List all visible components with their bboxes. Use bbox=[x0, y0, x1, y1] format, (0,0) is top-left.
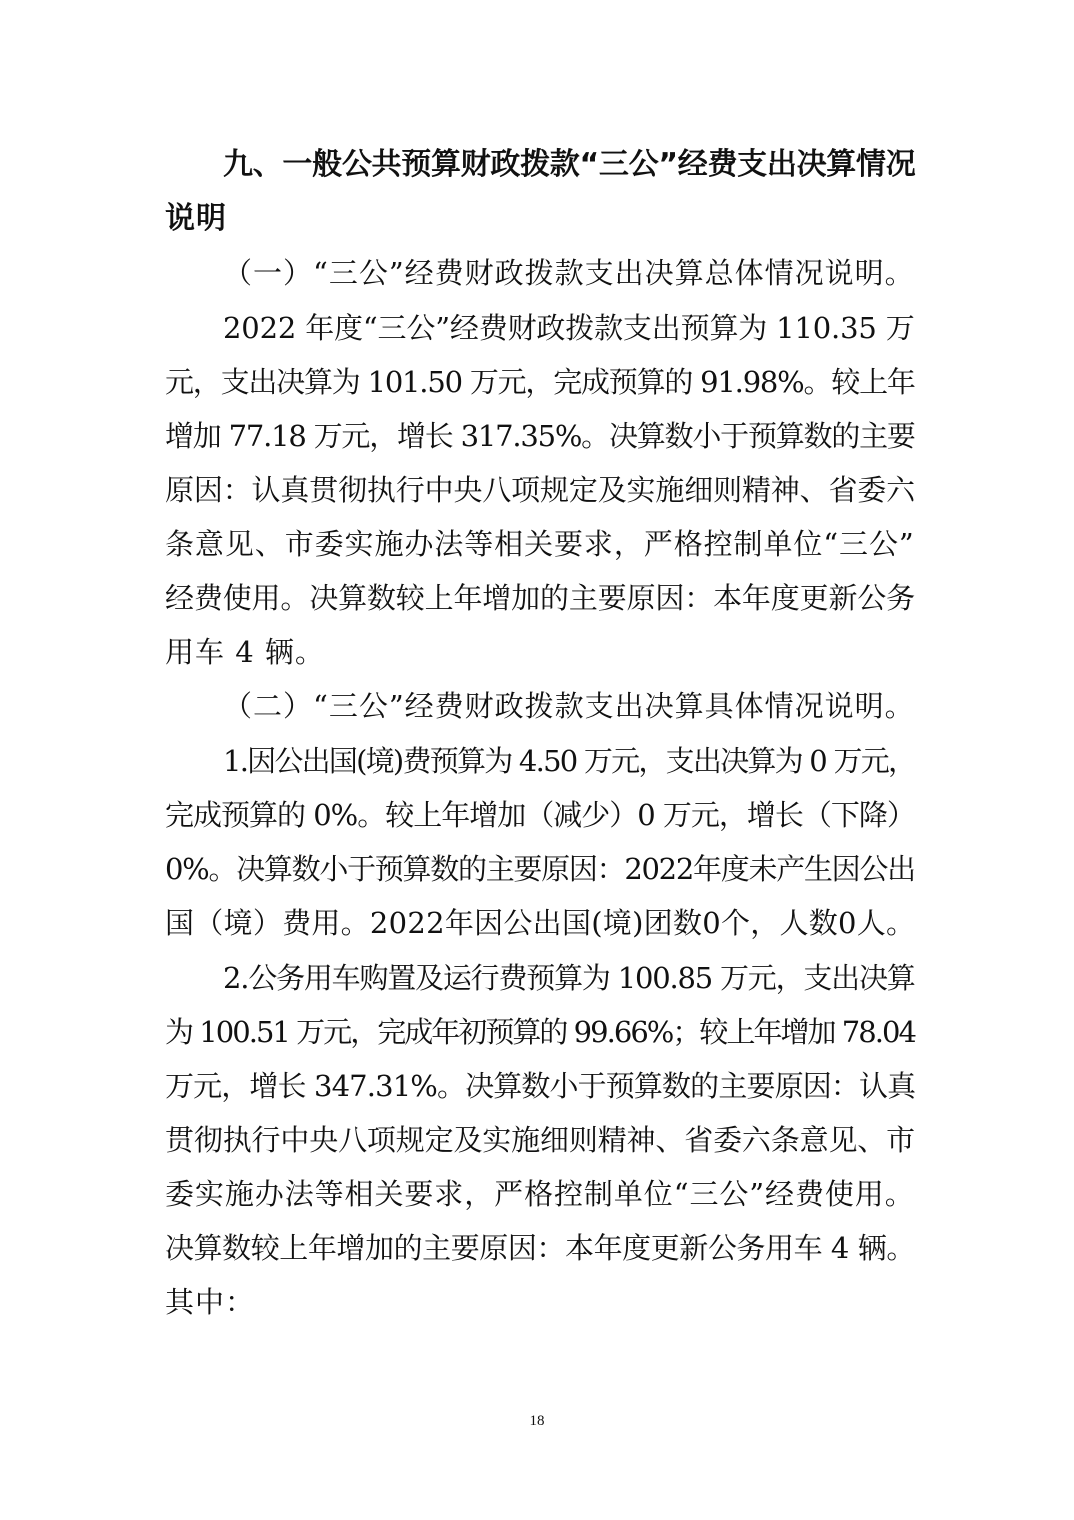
item1-line-4: 国（境）费用。2022年因公出国(境)团数0个，人数0人。 bbox=[165, 906, 916, 940]
item2-line-5: 委实施办法等相关要求，严格控制单位“三公”经费使用。 bbox=[165, 1177, 915, 1211]
item1-line-2: 完成预算的 0%。较上年增加（减少）0 万元，增长（下降） bbox=[165, 798, 915, 832]
item2-line-1: 2.公务用车购置及运行费预算为 100.85 万元，支出决算 bbox=[223, 961, 915, 995]
heading-line-2: 说明 bbox=[165, 201, 227, 236]
section1-line-1: 2022 年度“三公”经费财政拨款支出预算为 110.35 万 bbox=[223, 311, 915, 345]
item2-line-2: 为 100.51 万元，完成年初预算的 99.66%；较上年增加 78.04 bbox=[165, 1015, 915, 1049]
section1-line-2: 元，支出决算为 101.50 万元，完成预算的 91.98%。较上年 bbox=[165, 365, 915, 399]
item1-line-1: 1.因公出国(境)费预算为 4.50 万元，支出决算为 0 万元， bbox=[223, 744, 916, 778]
page-number: 18 bbox=[529, 1413, 545, 1429]
section1-line-6: 经费使用。决算数较上年增加的主要原因：本年度更新公务 bbox=[165, 581, 916, 615]
section2-title: （二）“三公”经费财政拨款支出决算具体情况说明。 bbox=[223, 689, 915, 723]
item2-line-6: 决算数较上年增加的主要原因：本年度更新公务用车 4 辆。 bbox=[165, 1231, 915, 1265]
item2-line-7: 其中： bbox=[165, 1285, 256, 1319]
item2-line-3: 万元，增长 347.31%。决算数小于预算数的主要原因：认真 bbox=[165, 1069, 916, 1103]
section1-line-3: 增加 77.18 万元，增长 317.35%。决算数小于预算数的主要 bbox=[165, 419, 915, 453]
heading-line-1: 九、一般公共预算财政拨款“三公”经费支出决算情况 bbox=[223, 147, 916, 182]
item1-line-3: 0%。决算数小于预算数的主要原因：2022年度未产生因公出 bbox=[165, 852, 915, 886]
section1-line-4: 原因：认真贯彻执行中央八项规定及实施细则精神、省委六 bbox=[165, 473, 916, 507]
item2-line-4: 贯彻执行中央八项规定及实施细则精神、省委六条意见、市 bbox=[165, 1123, 916, 1157]
section1-title: （一）“三公”经费财政拨款支出决算总体情况说明。 bbox=[223, 256, 915, 290]
section1-line-5: 条意见、市委实施办法等相关要求，严格控制单位“三公” bbox=[165, 527, 915, 561]
section1-line-7: 用车 4 辆。 bbox=[165, 635, 325, 669]
